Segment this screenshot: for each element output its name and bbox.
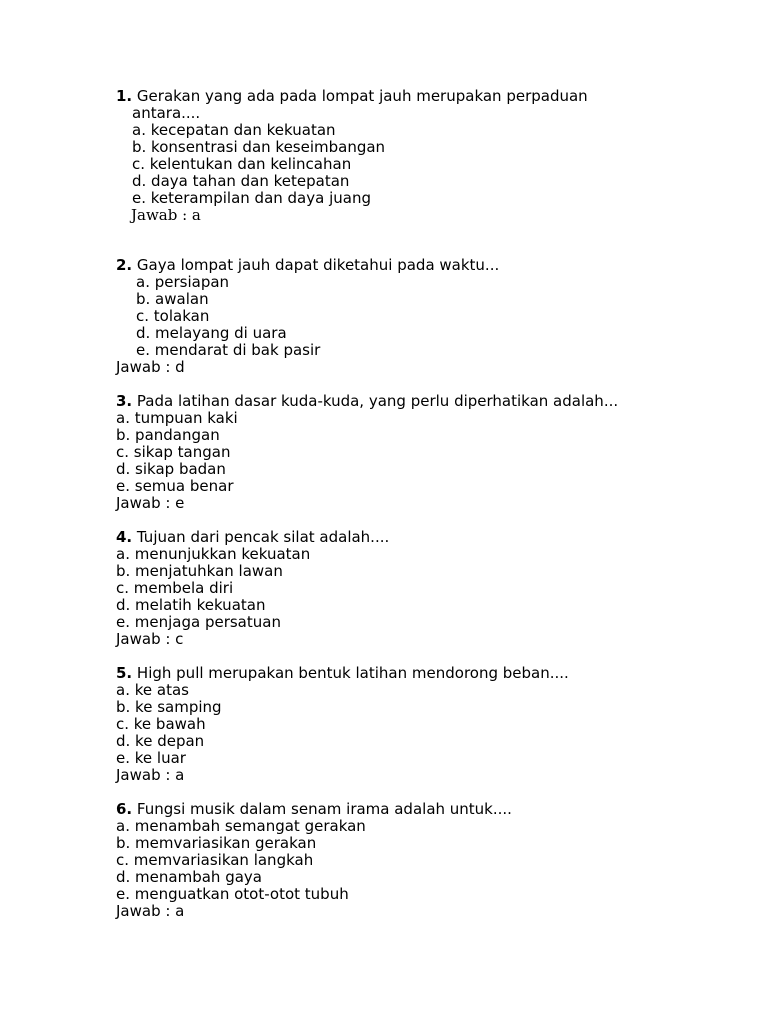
- option-b: b. pandangan: [116, 426, 220, 444]
- question-2: [116, 257, 499, 274]
- option-e: e. keterampilan dan daya juang: [132, 189, 371, 207]
- question-text: High pull merupakan bentuk latihan mendorong beban....: [136, 664, 569, 682]
- option-e: e. mendarat di bak pasir: [136, 341, 321, 359]
- option-d: d. ke depan: [116, 732, 205, 750]
- question-text-continued: antara....: [132, 104, 201, 122]
- option-e: e. menjaga persatuan: [116, 613, 281, 631]
- option-d: d. menambah gaya: [116, 868, 262, 886]
- option-e: e. semua benar: [116, 477, 234, 495]
- question-5: [116, 665, 569, 682]
- option-c: c. kelentukan dan kelincahan: [132, 155, 352, 173]
- option-e: e. ke luar: [116, 749, 186, 767]
- question-text: Gerakan yang ada pada lompat jauh merupakan perpaduan: [136, 87, 588, 105]
- option-b: b. memvariasikan gerakan: [116, 834, 317, 852]
- question-text: Pada latihan dasar kuda-kuda, yang perlu diperhatikan adalah...: [136, 392, 619, 410]
- question-number: 4.: [116, 528, 133, 546]
- question-number: 5.: [116, 664, 133, 682]
- question-text: Gaya lompat jauh dapat diketahui pada waktu...: [136, 256, 500, 274]
- question-6: [116, 801, 512, 818]
- answer: Jawab : a: [116, 766, 185, 784]
- option-c: c. tolakan: [136, 307, 210, 325]
- option-a: a. menunjukkan kekuatan: [116, 545, 311, 563]
- option-c: c. sikap tangan: [116, 443, 231, 461]
- option-c: c. ke bawah: [116, 715, 206, 733]
- option-b: b. ke samping: [116, 698, 222, 716]
- option-a: a. ke atas: [116, 681, 189, 699]
- option-d: d. melatih kekuatan: [116, 596, 266, 614]
- option-d: d. sikap badan: [116, 460, 226, 478]
- question-text: Tujuan dari pencak silat adalah....: [136, 528, 390, 546]
- answer: Jawab : e: [116, 494, 185, 512]
- option-a: a. menambah semangat gerakan: [116, 817, 366, 835]
- question-number: 6.: [116, 800, 133, 818]
- answer: Jawab : a: [131, 206, 201, 224]
- option-c: c. memvariasikan langkah: [116, 851, 314, 869]
- question-number: 2.: [116, 256, 133, 274]
- option-a: a. kecepatan dan kekuatan: [132, 121, 336, 139]
- option-c: c. membela diri: [116, 579, 234, 597]
- option-e: e. menguatkan otot-otot tubuh: [116, 885, 349, 903]
- question-number: 3.: [116, 392, 133, 410]
- question-4: [116, 529, 389, 546]
- option-d: d. daya tahan dan ketepatan: [132, 172, 350, 190]
- question-number: 1.: [116, 87, 133, 105]
- answer: Jawab : d: [116, 358, 185, 376]
- answer: Jawab : a: [116, 902, 185, 920]
- option-a: a. persiapan: [136, 273, 230, 291]
- question-text: Fungsi musik dalam senam irama adalah untuk....: [136, 800, 512, 818]
- option-a: a. tumpuan kaki: [116, 409, 238, 427]
- option-d: d. melayang di uara: [136, 324, 287, 342]
- answer: Jawab : c: [116, 630, 184, 648]
- option-b: b. awalan: [136, 290, 209, 308]
- option-b: b. konsentrasi dan keseimbangan: [132, 138, 386, 156]
- question-1: [116, 88, 588, 105]
- question-3: [116, 393, 618, 410]
- option-b: b. menjatuhkan lawan: [116, 562, 283, 580]
